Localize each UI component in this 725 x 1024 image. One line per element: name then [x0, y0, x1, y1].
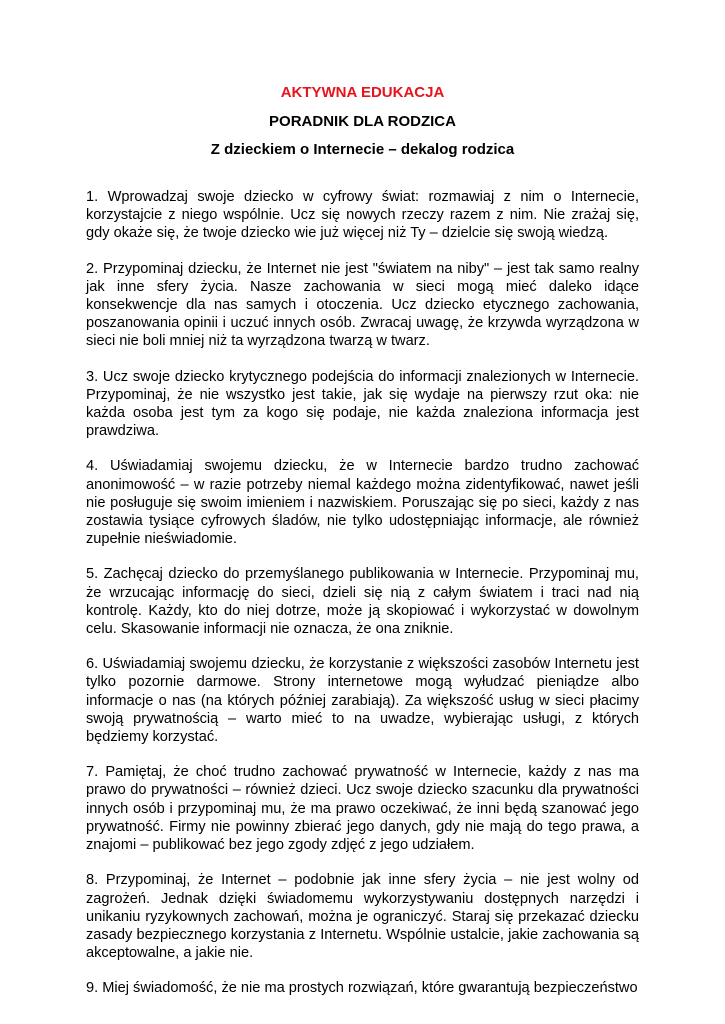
- dekalog-list: [86, 188, 639, 998]
- dekalog-item-2: 2. Przypominaj dziecku, że Internet nie jest "światem na niby" – jest tak samo realny jak inne sfery życia. Nasze zachowania w sieci mogą mieć daleko idące konsekwencje dla nas samych i otoczenia. Ucz dziecko etycznego zachowania, poszanowania opinii i uczuć innych osób. Zwracaj uwagę, że krzywda wyrządzona w sieci nie boli mniej niż ta wyrządzona twarzą w twarz.: [86, 260, 639, 350]
- document-title: PORADNIK DLA RODZICA: [269, 113, 456, 130]
- document-label: AKTYWNA EDUKACJA: [280, 84, 445, 101]
- dekalog-item-8: 8. Przypominaj, że Internet – podobnie jak inne sfery życia – nie jest wolny od zagrożeń. Jednak dzięki świadomemu wykorzystywaniu dostępnych narzędzi i unikaniu ryzykownych zachowań, można je ograniczyć. Staraj się przekazać dziecku zasady bezpiecznego korzystania z Internetu. Wspólnie ustalcie, jakie zachowania są akceptowalne, a jakie nie.: [86, 872, 639, 962]
- dekalog-item-9: 9. Miej świadomość, że nie ma prostych rozwiązań, które gwarantują bezpieczeństwo: [86, 980, 638, 997]
- dekalog-item-6: 6. Uświadamiaj swojemu dziecku, że korzystanie z większości zasobów Internetu jest tylko pozornie darmowe. Strony internetowe mogą wyłudzać pieniądze albo informacje o nas (na których później zarabiają). Za większość usług w sieci płacimy swoją prywatnością – warto mieć to na uwadze, wybierając usługi, z których będziemy korzystać.: [86, 656, 639, 746]
- dekalog-item-1: 1. Wprowadzaj swoje dziecko w cyfrowy świat: rozmawiaj z nim o Internecie, korzystajcie z niego wspólnie. Ucz się nowych rzeczy razem z nim. Nie zrażaj się, gdy okaże się, że twoje dziecko wie już więcej niż Ty – dzielcie się swoją wiedzą.: [86, 189, 639, 242]
- dekalog-item-4: 4. Uświadamiaj swojemu dziecku, że w Internecie bardzo trudno zachować anonimowość – w razie potrzeby niemal każdego można zidentyfikować, nawet jeśli nie posługuje się swoim imieniem i nazwiskiem. Poruszając się po sieci, każdy z nas zostawia tysiące cyfrowych śladów, nie tylko udostępniając informacje, ale również zupełnie nieświadomie.: [86, 458, 639, 548]
- dekalog-item-3: 3. Ucz swoje dziecko krytycznego podejścia do informacji znalezionych w Internecie. Przypominaj, że nie wszystko jest takie, jak się wydaje na pierwszy rzut oka: nie każda osoba jest tym za kogo się podaje, nie każda znaleziona informacja jest prawdziwa.: [86, 368, 639, 440]
- document-subtitle: Z dzieckiem o Internecie – dekalog rodzica: [210, 141, 515, 158]
- dekalog-item-7: 7. Pamiętaj, że choć trudno zachować prywatność w Internecie, każdy z nas ma prawo do prywatności – również dzieci. Ucz swoje dziecko szacunku dla prywatności innych osób i przypominaj mu, że ma prawo oczekiwać, że inni będą szanować jego prywatność. Firmy nie powinny zbierać jego danych, gdy nie mają do tego prawa, a znajomi – publikować bez jego zgody zdjęć z jego udziałem.: [86, 764, 639, 854]
- document-page: [86, 84, 639, 1015]
- dekalog-item-5: 5. Zachęcaj dziecko do przemyślanego publikowania w Internecie. Przypominaj mu, że wrzucając informację do sieci, dzieli się nią z całym światem i traci nad nią kontrolę. Każdy, kto do niej dotrze, może ją skopiować i wykorzystać w dowolnym celu. Skasowanie informacji nie oznacza, że ona zniknie.: [86, 566, 639, 638]
